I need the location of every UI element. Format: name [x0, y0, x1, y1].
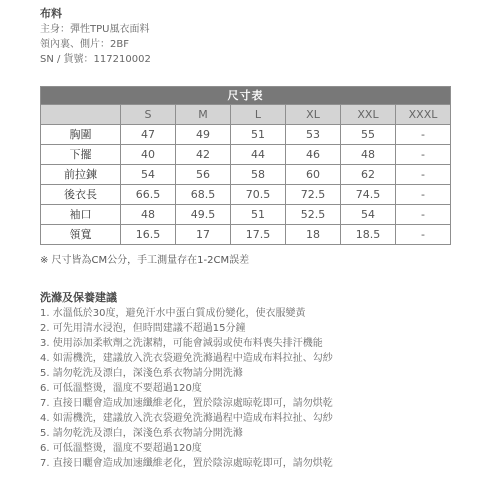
care-section	[40, 290, 485, 471]
table-cell: 48	[121, 205, 176, 225]
table-cell: 40	[121, 145, 176, 165]
table-cell: 53	[286, 125, 341, 145]
care-line: 3. 使用添加柔軟劑之洗潔精，可能會減弱或使布料喪失排汗機能	[40, 338, 323, 349]
table-row-cuff	[41, 205, 451, 225]
table-row-hem	[41, 145, 451, 165]
table-cell: 70.5	[231, 185, 286, 205]
table-cell: 17	[176, 225, 231, 245]
size-header-xl: XL	[286, 105, 341, 125]
table-cell: -	[396, 205, 451, 225]
table-cell: 58	[231, 165, 286, 185]
table-cell: 17.5	[231, 225, 286, 245]
row-label: 領寬	[41, 225, 121, 245]
table-cell: -	[396, 165, 451, 185]
size-header-l: L	[231, 105, 286, 125]
care-line: 7. 直接日曬會造成加速纖維老化，置於陰涼處晾乾即可，請勿烘乾	[40, 458, 333, 469]
table-cell: 47	[121, 125, 176, 145]
table-cell: 55	[341, 125, 396, 145]
table-cell: 72.5	[286, 185, 341, 205]
row-label: 前拉鍊	[41, 165, 121, 185]
table-cell: 51	[231, 205, 286, 225]
table-cell: 62	[341, 165, 396, 185]
table-cell: 52.5	[286, 205, 341, 225]
row-label: 胸圍	[41, 125, 121, 145]
table-cell: 44	[231, 145, 286, 165]
table-cell: 49.5	[176, 205, 231, 225]
row-label: 後衣長	[41, 185, 121, 205]
care-line: 1. 水溫低於30度，避免汗水中蛋白質成份變化，使衣服變黃	[40, 308, 306, 319]
size-header-m: M	[176, 105, 231, 125]
care-line: 4. 如需機洗，建議放入洗衣袋避免洗滌過程中造成布料拉扯、勾紗	[40, 413, 333, 424]
care-line: 7. 直接日曬會造成加速纖維老化，置於陰涼處晾乾即可，請勿烘乾	[40, 398, 333, 409]
table-row-chest	[41, 125, 451, 145]
table-cell: 54	[121, 165, 176, 185]
table-cell: 66.5	[121, 185, 176, 205]
table-cell: 48	[341, 145, 396, 165]
size-header-s: S	[121, 105, 176, 125]
measurement-note: ※ 尺寸皆為CM公分，手工測量存在1-2CM誤差	[40, 255, 250, 266]
fabric-line-lining: 領內裏、側片：2BF	[40, 39, 129, 50]
table-cell: 60	[286, 165, 341, 185]
table-cell: -	[396, 185, 451, 205]
table-cell: 68.5	[176, 185, 231, 205]
care-title: 洗滌及保養建議	[40, 291, 117, 304]
row-label: 下擺	[41, 145, 121, 165]
care-line: 6. 可低溫整燙，溫度不要超過120度	[40, 383, 202, 394]
size-table	[40, 86, 451, 245]
fabric-title: 布料	[40, 7, 62, 20]
row-label: 袖口	[41, 205, 121, 225]
care-line: 6. 可低溫整燙，溫度不要超過120度	[40, 443, 202, 454]
table-cell: 42	[176, 145, 231, 165]
size-header-xxxl: XXXL	[396, 105, 451, 125]
table-cell: 51	[231, 125, 286, 145]
table-row-front-zipper	[41, 165, 451, 185]
care-line: 5. 請勿乾洗及漂白，深淺色系衣物請分開洗滌	[40, 368, 243, 379]
table-cell: 18.5	[341, 225, 396, 245]
fabric-line-serial: SN / 貨號：117210002	[40, 54, 151, 65]
table-row-collar-width	[41, 225, 451, 245]
table-cell: 54	[341, 205, 396, 225]
table-cell: 56	[176, 165, 231, 185]
size-header-xxl: XXL	[341, 105, 396, 125]
table-row-back-length	[41, 185, 451, 205]
table-cell: 49	[176, 125, 231, 145]
table-cell: 18	[286, 225, 341, 245]
table-cell: 46	[286, 145, 341, 165]
fabric-section	[40, 6, 480, 67]
fabric-line-main-body: 主身：彈性TPU風衣面料	[40, 24, 150, 35]
size-table-corner	[41, 105, 121, 125]
table-cell: -	[396, 125, 451, 145]
care-line: 2. 可先用清水浸泡，但時間建議不超過15分鐘	[40, 323, 246, 334]
table-cell: 74.5	[341, 185, 396, 205]
care-line: 4. 如需機洗，建議放入洗衣袋避免洗滌過程中造成布料拉扯、勾紗	[40, 353, 333, 364]
table-cell: 16.5	[121, 225, 176, 245]
size-table-title: 尺寸表	[41, 87, 451, 105]
table-cell: -	[396, 225, 451, 245]
care-line: 5. 請勿乾洗及漂白，深淺色系衣物請分開洗滌	[40, 428, 243, 439]
table-cell: -	[396, 145, 451, 165]
